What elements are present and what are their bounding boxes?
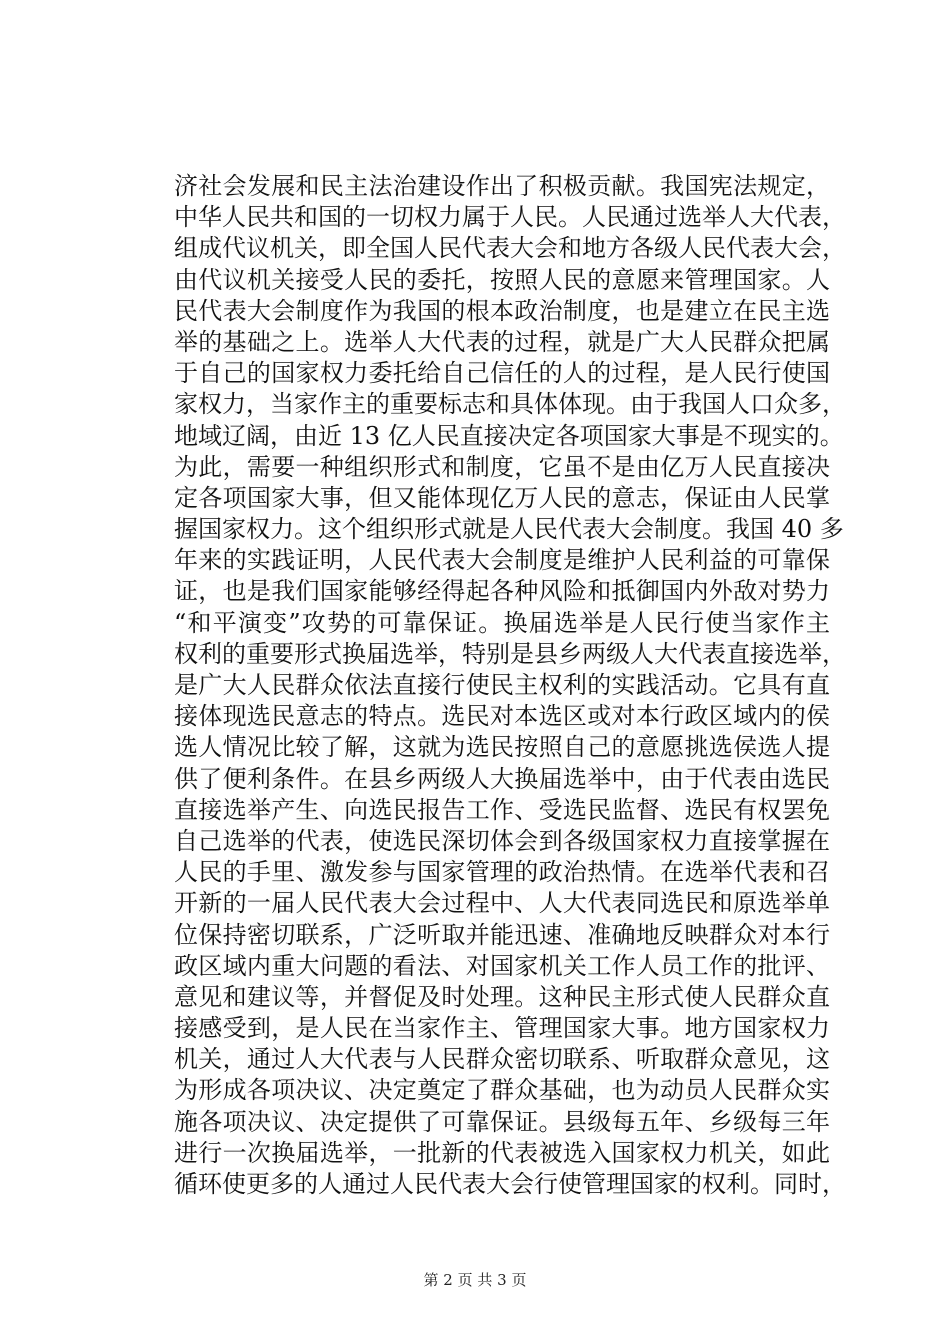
text-line: 是广大人民群众依法直接行使民主权利的实践活动。它具有直 (174, 671, 830, 699)
text-line: 直接选举产生、向选民报告工作、受选民监督、选民有权罢免 (174, 795, 830, 824)
text-line: 施各项决议、决定提供了可靠保证。县级每五年、乡级每三年 (174, 1107, 830, 1136)
text-line: 于自己的国家权力委托给自己信任的人的过程，是人民行使国 (174, 359, 830, 388)
text-line: 为此，需要一种组织形式和制度，它虽不是由亿万人民直接决 (174, 452, 830, 481)
text-line: 接感受到，是人民在当家作主、管理国家大事。地方国家权力 (174, 1014, 830, 1043)
text-line: 开新的一届人民代表大会过程中、人大代表同选民和原选举单 (174, 889, 830, 918)
text-line: 定各项国家大事，但又能体现亿万人民的意志，保证由人民掌 (174, 483, 830, 512)
text-line: 机关，通过人大代表与人民群众密切联系、听取群众意见，这 (174, 1045, 830, 1074)
text-line: 济社会发展和民主法治建设作出了积极贡献。我国宪法规定， (174, 172, 830, 200)
text-line: 循环使更多的人通过人民代表大会行使管理国家的权利。同时， (174, 1170, 846, 1198)
text-line: 中华人民共和国的一切权力属于人民。人民通过选举人大代表， (174, 203, 846, 232)
text-line: 年来的实践证明，人民代表大会制度是维护人民利益的可靠保 (174, 546, 830, 575)
text-line: 人民的手里、激发参与国家管理的政治热情。在选举代表和召 (174, 858, 830, 887)
text-line: 举的基础之上。选举人大代表的过程，就是广大人民群众把属 (174, 327, 830, 356)
text-line: 政区域内重大问题的看法、对国家机关工作人员工作的批评、 (174, 951, 830, 980)
text-line: 民代表大会制度作为我国的根本政治制度，也是建立在民主选 (174, 296, 830, 325)
text-line: 选人情况比较了解，这就为选民按照自己的意愿挑选侯选人提 (174, 733, 830, 762)
text-line: 进行一次换届选举，一批新的代表被选入国家权力机关，如此 (174, 1138, 830, 1167)
text-line: 为形成各项决议、决定奠定了群众基础，也为动员人民群众实 (174, 1076, 830, 1105)
text-line: “和平演变”攻势的可靠保证。换届选举是人民行使当家作主 (174, 608, 830, 637)
text-line: 握国家权力。这个组织形式就是人民代表大会制度。我国 40 多 (174, 515, 844, 544)
text-line: 意见和建议等，并督促及时处理。这种民主形式使人民群众直 (174, 982, 830, 1011)
text-line: 家权力，当家作主的重要标志和具体体现。由于我国人口众多， (174, 390, 846, 419)
text-line: 位保持密切联系，广泛听取并能迅速、准确地反映群众对本行 (174, 920, 830, 949)
text-line: 组成代议机关，即全国人民代表大会和地方各级人民代表大会， (174, 234, 846, 263)
text-line: 证，也是我们国家能够经得起各种风险和抵御国内外敌对势力 (174, 577, 830, 606)
text-line: 接体现选民意志的特点。选民对本选区或对本行政区域内的侯 (174, 702, 830, 731)
text-line: 地域辽阔，由近 13 亿人民直接决定各项国家大事是不现实的。 (174, 421, 844, 450)
text-line: 权利的重要形式换届选举，特别是县乡两级人大代表直接选举， (174, 639, 846, 668)
page-footer: 第 2 页 共 3 页 (423, 1271, 527, 1289)
body-text (174, 171, 846, 1200)
text-line: 由代议机关接受人民的委托，按照人民的意愿来管理国家。人 (174, 265, 830, 294)
text-line: 供了便利条件。在县乡两级人大换届选举中，由于代表由选民 (174, 764, 830, 793)
text-line: 自己选举的代表，使选民深切体会到各级国家权力直接掌握在 (174, 826, 830, 855)
